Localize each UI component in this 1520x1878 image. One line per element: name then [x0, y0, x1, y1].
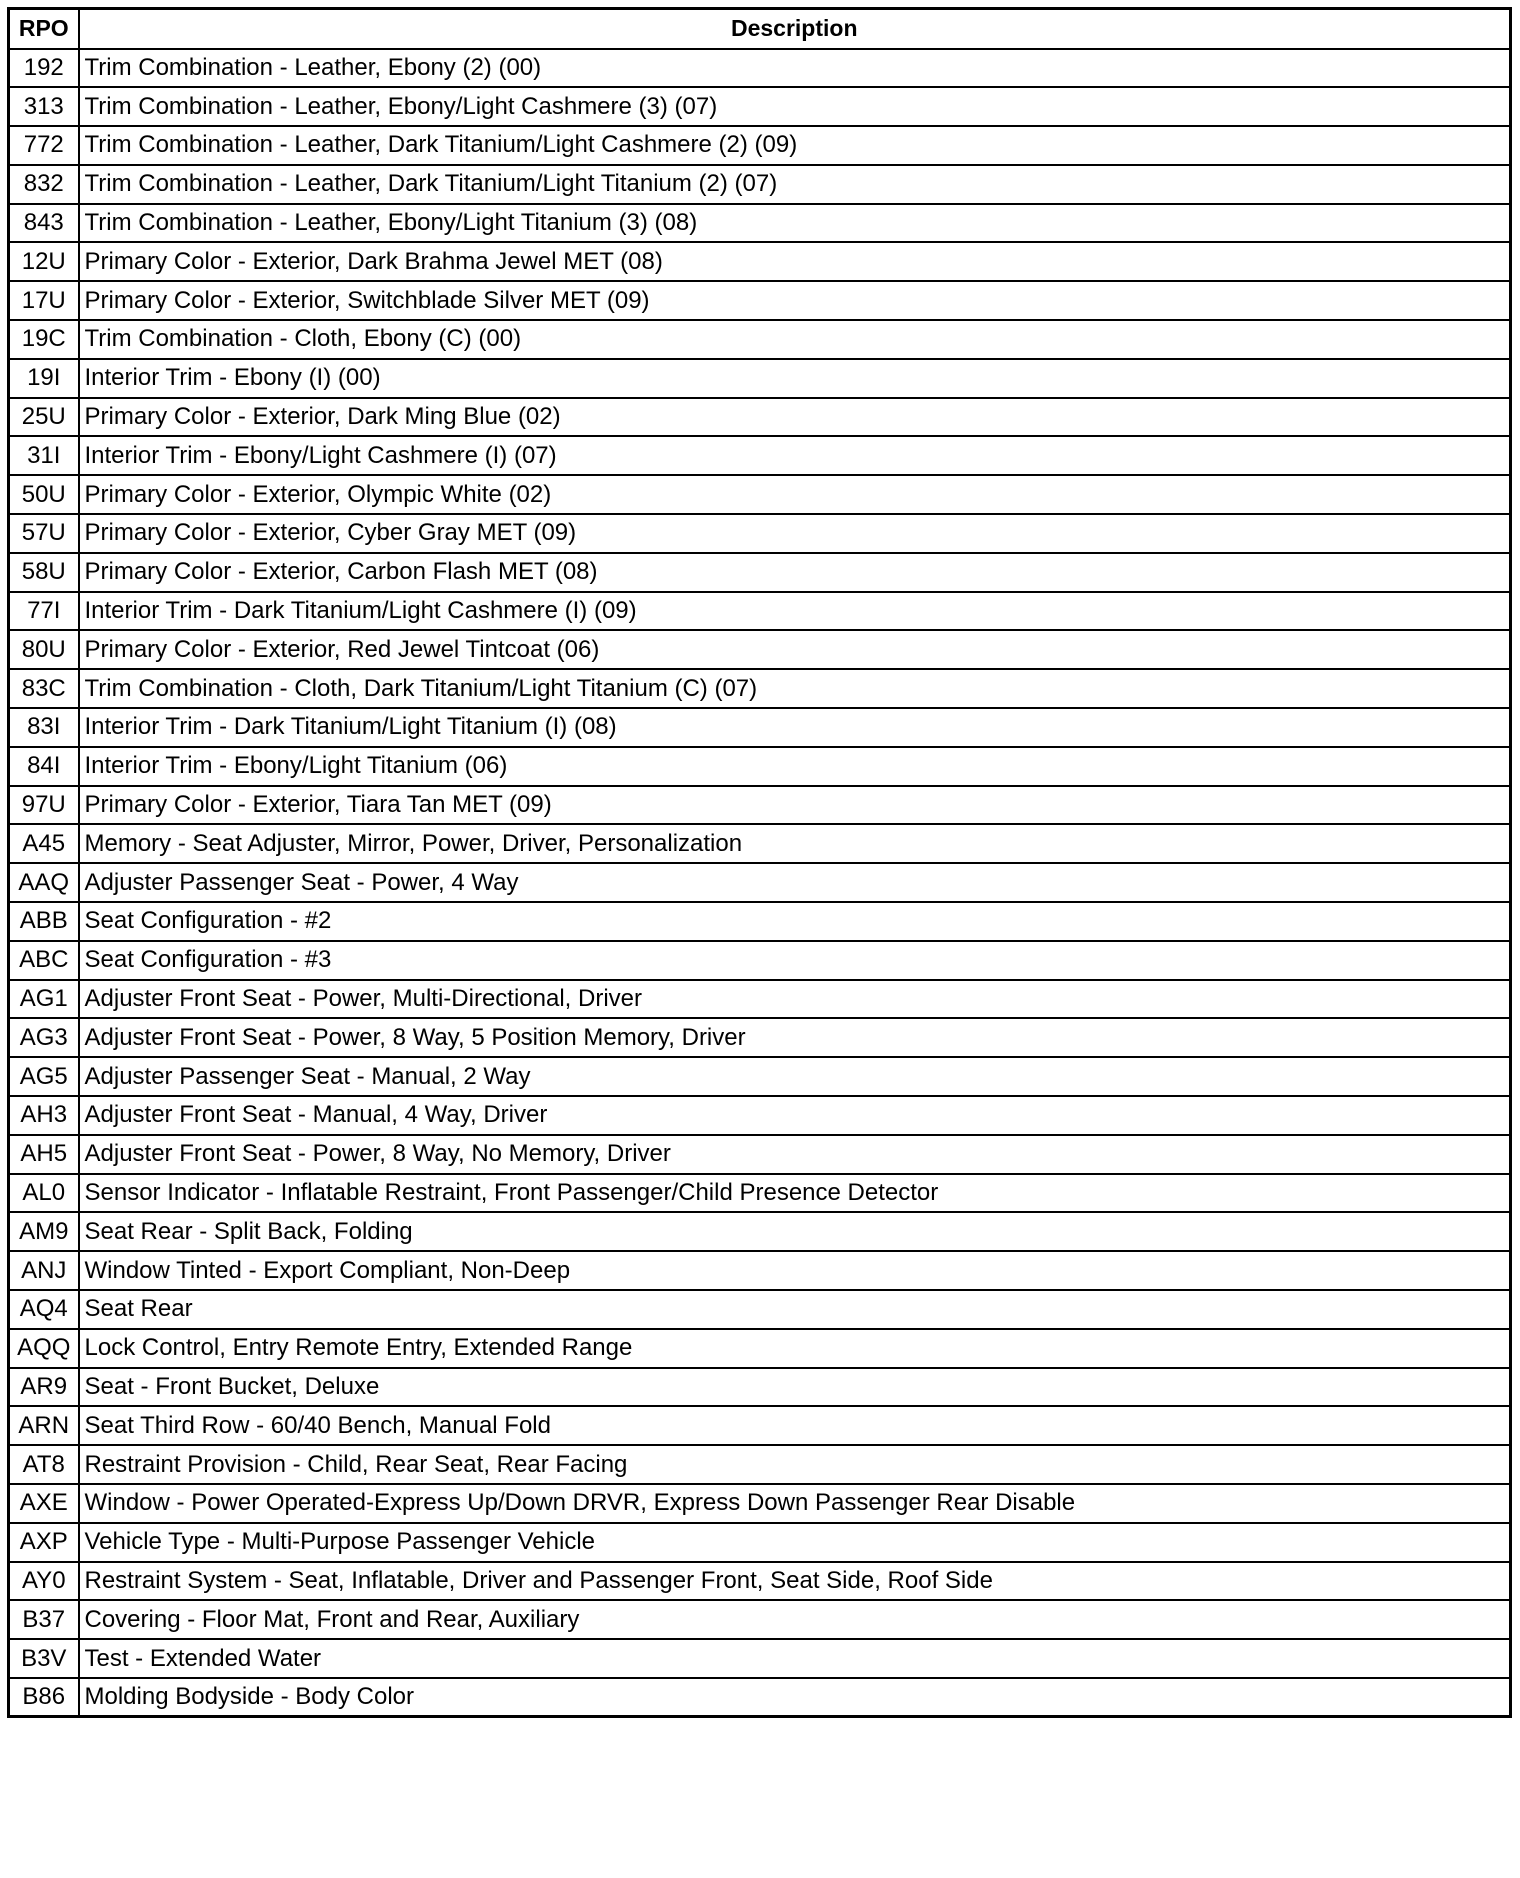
description-cell: Trim Combination - Cloth, Dark Titanium/Light Titanium (C) (07): [79, 669, 1511, 708]
description-cell: Trim Combination - Cloth, Ebony (C) (00): [79, 320, 1511, 359]
description-cell: Sensor Indicator - Inflatable Restraint, Front Passenger/Child Presence Detector: [79, 1174, 1511, 1213]
rpo-code-cell: 84I: [9, 747, 79, 786]
description-cell: Covering - Floor Mat, Front and Rear, Auxiliary: [79, 1600, 1511, 1639]
table-row: [9, 1290, 1511, 1329]
rpo-code-cell: 97U: [9, 786, 79, 825]
table-row: [9, 436, 1511, 475]
rpo-code-cell: 772: [9, 126, 79, 165]
rpo-code-cell: ARN: [9, 1406, 79, 1445]
description-cell: Primary Color - Exterior, Dark Brahma Jewel MET (08): [79, 242, 1511, 281]
description-cell: Interior Trim - Dark Titanium/Light Titanium (I) (08): [79, 708, 1511, 747]
rpo-code-cell: AH3: [9, 1096, 79, 1135]
table-row: [9, 1329, 1511, 1368]
rpo-code-cell: 58U: [9, 553, 79, 592]
description-cell: Adjuster Front Seat - Power, 8 Way, 5 Position Memory, Driver: [79, 1018, 1511, 1057]
description-cell: Interior Trim - Ebony/Light Cashmere (I) (07): [79, 436, 1511, 475]
description-cell: Molding Bodyside - Body Color: [79, 1678, 1511, 1717]
table-row: [9, 49, 1511, 88]
table-row: [9, 1368, 1511, 1407]
rpo-code-cell: 832: [9, 165, 79, 204]
table-row: [9, 1212, 1511, 1251]
description-cell: Adjuster Passenger Seat - Manual, 2 Way: [79, 1057, 1511, 1096]
description-cell: Trim Combination - Leather, Ebony (2) (00): [79, 49, 1511, 88]
rpo-code-cell: A45: [9, 824, 79, 863]
rpo-code-cell: B3V: [9, 1639, 79, 1678]
table-row: [9, 980, 1511, 1019]
rpo-code-cell: 19I: [9, 359, 79, 398]
table-row: [9, 1600, 1511, 1639]
rpo-code-cell: AG5: [9, 1057, 79, 1096]
rpo-code-cell: AG1: [9, 980, 79, 1019]
rpo-code-cell: 192: [9, 49, 79, 88]
rpo-code-cell: 57U: [9, 514, 79, 553]
table-row: [9, 553, 1511, 592]
description-cell: Adjuster Front Seat - Manual, 4 Way, Driver: [79, 1096, 1511, 1135]
table-row: [9, 1484, 1511, 1523]
table-row: [9, 1406, 1511, 1445]
description-cell: Seat Third Row - 60/40 Bench, Manual Fold: [79, 1406, 1511, 1445]
table-row: [9, 281, 1511, 320]
table-body: [9, 49, 1511, 1717]
table-row: [9, 475, 1511, 514]
table-row: [9, 1096, 1511, 1135]
table-row: [9, 630, 1511, 669]
description-cell: Seat Configuration - #3: [79, 941, 1511, 980]
rpo-code-cell: 31I: [9, 436, 79, 475]
rpo-code-cell: AM9: [9, 1212, 79, 1251]
description-cell: Trim Combination - Leather, Ebony/Light Titanium (3) (08): [79, 204, 1511, 243]
rpo-code-cell: AXE: [9, 1484, 79, 1523]
rpo-code-cell: 19C: [9, 320, 79, 359]
rpo-code-cell: AR9: [9, 1368, 79, 1407]
rpo-code-cell: AG3: [9, 1018, 79, 1057]
table-row: [9, 941, 1511, 980]
table-row: [9, 165, 1511, 204]
description-cell: Interior Trim - Dark Titanium/Light Cashmere (I) (09): [79, 592, 1511, 631]
column-header-description: Description: [79, 9, 1511, 49]
table-row: [9, 1018, 1511, 1057]
table-row: [9, 359, 1511, 398]
header-row: [9, 9, 1511, 49]
table-row: [9, 87, 1511, 126]
table-row: [9, 1251, 1511, 1290]
rpo-code-cell: 83C: [9, 669, 79, 708]
rpo-code-cell: AXP: [9, 1523, 79, 1562]
description-cell: Window - Power Operated-Express Up/Down DRVR, Express Down Passenger Rear Disable: [79, 1484, 1511, 1523]
table-header: [9, 9, 1511, 49]
table-row: [9, 514, 1511, 553]
rpo-code-cell: 313: [9, 87, 79, 126]
rpo-code-cell: AL0: [9, 1174, 79, 1213]
table-row: [9, 592, 1511, 631]
rpo-code-cell: 25U: [9, 398, 79, 437]
table-row: [9, 1057, 1511, 1096]
description-cell: Primary Color - Exterior, Switchblade Silver MET (09): [79, 281, 1511, 320]
description-cell: Test - Extended Water: [79, 1639, 1511, 1678]
table-row: [9, 242, 1511, 281]
table-row: [9, 1639, 1511, 1678]
rpo-code-cell: AH5: [9, 1135, 79, 1174]
description-cell: Lock Control, Entry Remote Entry, Extended Range: [79, 1329, 1511, 1368]
description-cell: Restraint Provision - Child, Rear Seat, Rear Facing: [79, 1445, 1511, 1484]
description-cell: Adjuster Front Seat - Power, 8 Way, No Memory, Driver: [79, 1135, 1511, 1174]
table-row: [9, 708, 1511, 747]
table-row: [9, 398, 1511, 437]
rpo-code-cell: 83I: [9, 708, 79, 747]
table-row: [9, 1135, 1511, 1174]
rpo-table: [7, 7, 1512, 1718]
rpo-code-cell: 80U: [9, 630, 79, 669]
table-row: [9, 786, 1511, 825]
description-cell: Seat - Front Bucket, Deluxe: [79, 1368, 1511, 1407]
rpo-code-cell: ABB: [9, 902, 79, 941]
table-row: [9, 1678, 1511, 1717]
table-row: [9, 863, 1511, 902]
description-cell: Seat Rear: [79, 1290, 1511, 1329]
table-row: [9, 204, 1511, 243]
rpo-code-cell: B86: [9, 1678, 79, 1717]
rpo-code-cell: AQ4: [9, 1290, 79, 1329]
rpo-code-cell: 12U: [9, 242, 79, 281]
description-cell: Interior Trim - Ebony/Light Titanium (06): [79, 747, 1511, 786]
description-cell: Trim Combination - Leather, Dark Titanium/Light Titanium (2) (07): [79, 165, 1511, 204]
table-row: [9, 1174, 1511, 1213]
table-row: [9, 1562, 1511, 1601]
description-cell: Memory - Seat Adjuster, Mirror, Power, Driver, Personalization: [79, 824, 1511, 863]
description-cell: Seat Rear - Split Back, Folding: [79, 1212, 1511, 1251]
table-row: [9, 320, 1511, 359]
rpo-code-cell: AT8: [9, 1445, 79, 1484]
column-header-rpo: RPO: [9, 9, 79, 49]
rpo-code-cell: 843: [9, 204, 79, 243]
description-cell: Vehicle Type - Multi-Purpose Passenger Vehicle: [79, 1523, 1511, 1562]
table-row: [9, 902, 1511, 941]
table-row: [9, 824, 1511, 863]
description-cell: Primary Color - Exterior, Olympic White (02): [79, 475, 1511, 514]
description-cell: Restraint System - Seat, Inflatable, Driver and Passenger Front, Seat Side, Roof Side: [79, 1562, 1511, 1601]
description-cell: Interior Trim - Ebony (I) (00): [79, 359, 1511, 398]
description-cell: Primary Color - Exterior, Dark Ming Blue (02): [79, 398, 1511, 437]
description-cell: Primary Color - Exterior, Carbon Flash MET (08): [79, 553, 1511, 592]
description-cell: Primary Color - Exterior, Red Jewel Tintcoat (06): [79, 630, 1511, 669]
rpo-code-cell: ANJ: [9, 1251, 79, 1290]
rpo-code-cell: 17U: [9, 281, 79, 320]
description-cell: Primary Color - Exterior, Cyber Gray MET (09): [79, 514, 1511, 553]
description-cell: Adjuster Front Seat - Power, Multi-Directional, Driver: [79, 980, 1511, 1019]
table-row: [9, 1523, 1511, 1562]
rpo-code-cell: 50U: [9, 475, 79, 514]
rpo-code-cell: 77I: [9, 592, 79, 631]
rpo-code-cell: ABC: [9, 941, 79, 980]
description-cell: Trim Combination - Leather, Ebony/Light Cashmere (3) (07): [79, 87, 1511, 126]
description-cell: Window Tinted - Export Compliant, Non-Deep: [79, 1251, 1511, 1290]
table-row: [9, 747, 1511, 786]
description-cell: Adjuster Passenger Seat - Power, 4 Way: [79, 863, 1511, 902]
rpo-code-cell: AY0: [9, 1562, 79, 1601]
table-row: [9, 1445, 1511, 1484]
rpo-code-cell: AAQ: [9, 863, 79, 902]
table-row: [9, 126, 1511, 165]
description-cell: Primary Color - Exterior, Tiara Tan MET (09): [79, 786, 1511, 825]
description-cell: Trim Combination - Leather, Dark Titanium/Light Cashmere (2) (09): [79, 126, 1511, 165]
description-cell: Seat Configuration - #2: [79, 902, 1511, 941]
rpo-code-cell: B37: [9, 1600, 79, 1639]
table-row: [9, 669, 1511, 708]
rpo-code-cell: AQQ: [9, 1329, 79, 1368]
